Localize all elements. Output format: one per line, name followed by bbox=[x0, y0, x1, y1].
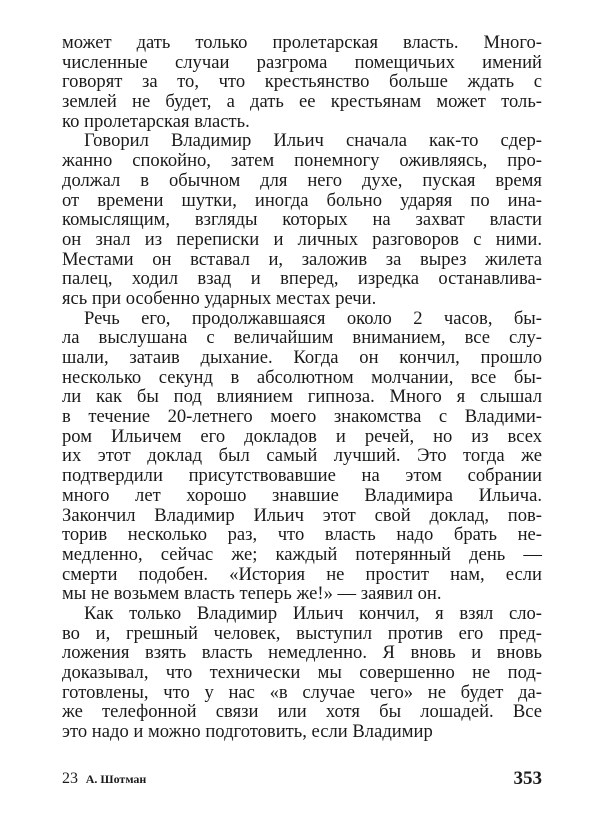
text-line: подтвердили присутствовавшие на этом собрании bbox=[62, 465, 542, 487]
text-line: Местами он вставал и, заложив за вырез жилета bbox=[62, 248, 542, 270]
text-line: ясь при особенно ударных местах речи. bbox=[62, 287, 377, 309]
text-line: Закончил Владимир Ильич этот свой доклад, пов- bbox=[62, 504, 542, 526]
text-line: торив несколько раз, что власть надо брать не- bbox=[62, 524, 542, 546]
text-line: шали, затаив дыхание. Когда он кончил, прошло bbox=[62, 347, 542, 368]
text-line: Как только Владимир Ильич кончил, я взял сло- bbox=[84, 602, 542, 624]
text-line: ко пролетарская власть. bbox=[62, 110, 250, 132]
text-line: он знал из переписки и личных разговоров с ними. bbox=[62, 228, 542, 250]
text-line: мы не возьмем власть теперь же!» — заявил он. bbox=[62, 583, 442, 605]
text-line: смерти подобен. «История не простит нам, если bbox=[62, 563, 542, 585]
text-line: говорят за то, что крестьянство больше ждать с bbox=[62, 71, 542, 93]
text-line: готовлены, что у нас «в случае чего» не будет да- bbox=[62, 681, 542, 703]
text-line: ложения взять власть немедленно. Я вновь и вновь bbox=[62, 642, 542, 664]
text-line: во и, грешный человек, выступил против его пред- bbox=[62, 622, 542, 644]
text-line: землей не будет, а дать ее крестьянам может толь- bbox=[62, 91, 542, 113]
paragraph bbox=[62, 33, 542, 131]
text-line: палец, ходил взад и вперед, изредка останавлива- bbox=[62, 268, 542, 290]
paragraph bbox=[62, 604, 542, 742]
text-line: комыслящим, взгляды которых на захват власти bbox=[62, 209, 542, 231]
text-line: их этот доклад был самый лучший. Это тогда же bbox=[62, 445, 542, 467]
text-line: ла выслушана с величайшим вниманием, все слу- bbox=[62, 327, 542, 349]
text-line: ром Ильичем его докладов и речей, но из всех bbox=[62, 425, 542, 447]
paragraph bbox=[62, 131, 542, 308]
text-line: в течение 20-летнего моего знакомства с Владими- bbox=[62, 406, 542, 428]
signature-number: 23 bbox=[62, 770, 78, 787]
printer-signature bbox=[62, 770, 146, 788]
text-line: может дать только пролетарская власть. Много- bbox=[62, 32, 542, 53]
text-line: доказывал, что технически мы совершенно не под- bbox=[62, 662, 542, 683]
text-line: от времени шутки, иногда больно ударяя по ина- bbox=[62, 189, 542, 211]
text-line: Речь его, продолжавшаяся около 2 часов, бы- bbox=[84, 307, 542, 329]
paragraph bbox=[62, 309, 542, 604]
page-number: 353 bbox=[513, 768, 542, 789]
text-line: должал в обычном для него духе, пуская время bbox=[62, 169, 542, 191]
text-line: жанно спокойно, затем понемногу оживляясь, про- bbox=[62, 150, 542, 172]
text-line: много лет хорошо знавшие Владимира Ильича. bbox=[62, 484, 542, 506]
page-footer bbox=[62, 770, 542, 792]
text-line: несколько секунд в абсолютном молчании, все бы- bbox=[62, 366, 542, 388]
text-line: Говорил Владимир Ильич сначала как-то сдер- bbox=[84, 130, 542, 152]
text-line: это надо и можно подготовить, если Владимир bbox=[62, 721, 433, 743]
signature-author: А. Шотман bbox=[85, 772, 147, 786]
text-line: численные случаи разгрома помещичьих имений bbox=[62, 51, 542, 73]
book-page-text bbox=[62, 33, 542, 742]
text-line: же телефонной связи или хотя бы лошадей. Все bbox=[62, 701, 542, 723]
text-line: ли как бы под влиянием гипноза. Много я слышал bbox=[62, 386, 542, 408]
text-line: медленно, сейчас же; каждый потерянный день — bbox=[62, 543, 542, 565]
